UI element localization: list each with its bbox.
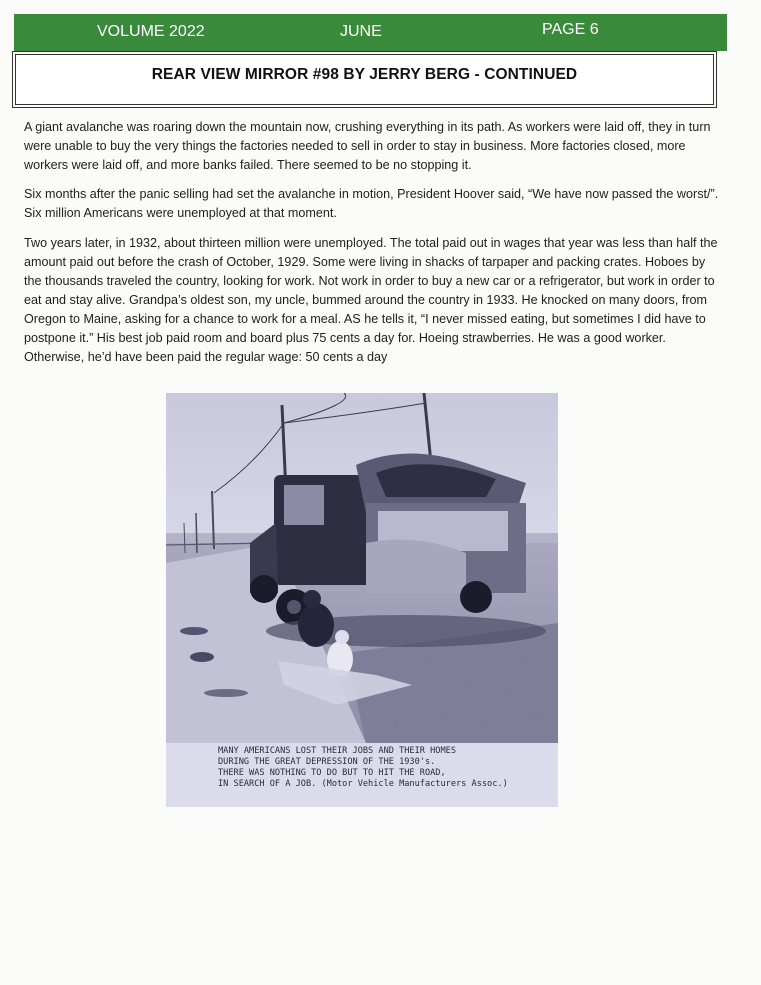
paragraph-1: A giant avalanche was roaring down the mountain now, crushing everything in its path. As workers were laid off, they in turn were unable to buy the very things the factories needed to sell in order to stay in business. More factories closed, more workers were laid off, and more banks failed. There seemed to be no stopping it. [24, 120, 711, 172]
paragraph-2: Six months after the panic selling had set the avalanche in motion, President Hoover said, “We have now passed the worst/”. Six million Americans were unemployed at that moment. [24, 187, 719, 220]
page-number: PAGE 6 [542, 21, 599, 38]
volume-label: VOLUME 2022 [97, 23, 205, 40]
header-bar [14, 14, 727, 51]
title-box [15, 54, 714, 105]
photo-figure [166, 393, 558, 807]
article-title: REAR VIEW MIRROR #98 BY JERRY BERG - CONTINUED [151, 66, 578, 83]
photo-caption: MANY AMERICANS LOST THEIR JOBS AND THEIR HOMES DURING THE GREAT DEPRESSION OF THE 1930's. THERE WAS NOTHING TO DO BUT TO HIT THE ROAD, IN SEARCH OF A JOB. (Motor Vehicle Manufacturers Assoc.) [218, 746, 508, 789]
month-label: JUNE [340, 23, 382, 40]
paragraph-3: Two years later, in 1932, about thirteen million were unemployed. The total paid out in wages that year was less than half the amount paid out before the crash of October, 1929. Some were living in shacks of tarpaper and packing crates. Hoboes by the thousands traveled the country, looking for work. Not work in order to buy a new car or a refrigerator, but work in order to eat and stay alive. Grandpa’s oldest son, my uncle, bummed around the country in 1933. He knocked on many doors, from Oregon to Maine, asking for a chance to work for a meal. AS he tells it, “I never missed eating, but sometimes I did have to postpone it.” His best job paid room and board plus 75 cents a day for. Hoeing strawberries. He was a good worker. Otherwise, he’d have been paid the regular wage: 50 cents a day [24, 236, 718, 364]
depression-era-car-photo [166, 393, 558, 743]
